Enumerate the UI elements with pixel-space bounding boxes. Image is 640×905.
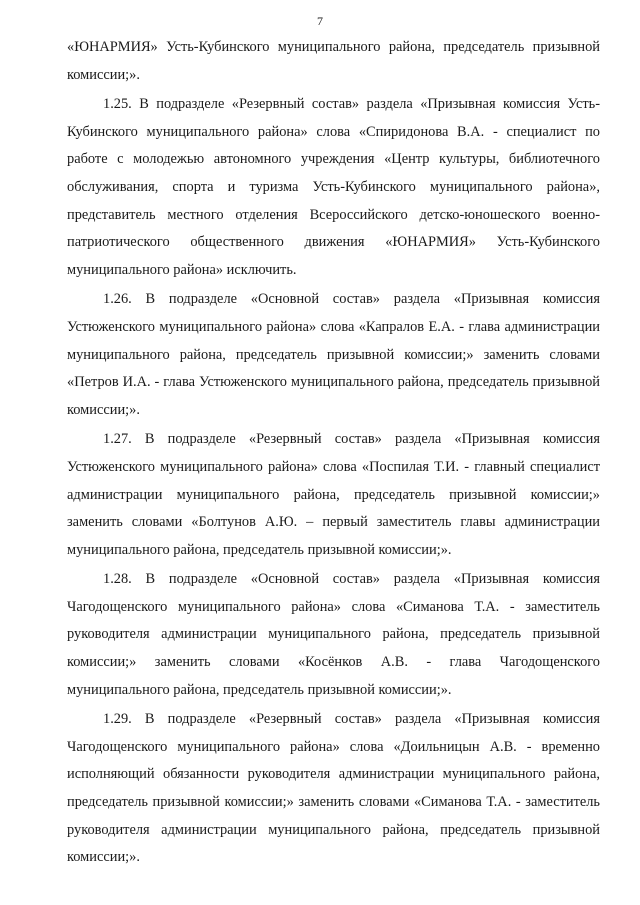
- paragraph-continuation: «ЮНАРМИЯ» Усть-Кубинского муниципального района, председатель призывной комиссии;».: [67, 39, 600, 83]
- paragraph-item-1-25: 1.25. В подразделе «Резервный состав» раздела «Призывная комиссия Усть-Кубинского муниципального района» слова «Спиридонова В.А. - специалист по работе с молодежью автономного учреждения «Центр культуры, библиотечного обслуживания, спорта и туризма Усть-Кубинского муниципального района», представитель местного отделения Всероссийского детско-юношеского военно-патриотического общественного движения «ЮНАРМИЯ» Усть-Кубинского муниципального района» исключить.: [67, 96, 600, 278]
- page-number: 7: [317, 14, 323, 28]
- document-body: [67, 34, 600, 872]
- paragraph-item-1-29: 1.29. В подразделе «Резервный состав» раздела «Призывная комиссия Чагодощенского муниципального района» слова «Доильницын А.В. - временно исполняющий обязанности руководителя администрации муниципального района, председатель призывной комиссии;» заменить словами «Симанова Т.А. - заместитель руководителя администрации муниципального района, председатель призывной комиссии;».: [67, 711, 600, 866]
- paragraph-item-1-26: 1.26. В подразделе «Основной состав» раздела «Призывная комиссия Устюженского муниципального района» слова «Капралов Е.А. - глава администрации муниципального района, председатель призывной комиссии;» заменить словами «Петров И.А. - глава Устюженского муниципального района, председатель призывной комиссии;».: [67, 291, 600, 418]
- paragraph-item-1-27: 1.27. В подразделе «Резервный состав» раздела «Призывная комиссия Устюженского муниципального района» слова «Поспилая Т.И. - главный специалист администрации муниципального района, председатель призывной комиссии;» заменить словами «Болтунов А.Ю. – первый заместитель главы администрации муниципального района, председатель призывной комиссии;».: [67, 431, 600, 558]
- paragraph-item-1-28: 1.28. В подразделе «Основной состав» раздела «Призывная комиссия Чагодощенского муниципального района» слова «Симанова Т.А. - заместитель руководителя администрации муниципального района, председатель призывной комиссии;» заменить словами «Косёнков А.В. - глава Чагодощенского муниципального района, председатель призывной комиссии;».: [67, 571, 600, 698]
